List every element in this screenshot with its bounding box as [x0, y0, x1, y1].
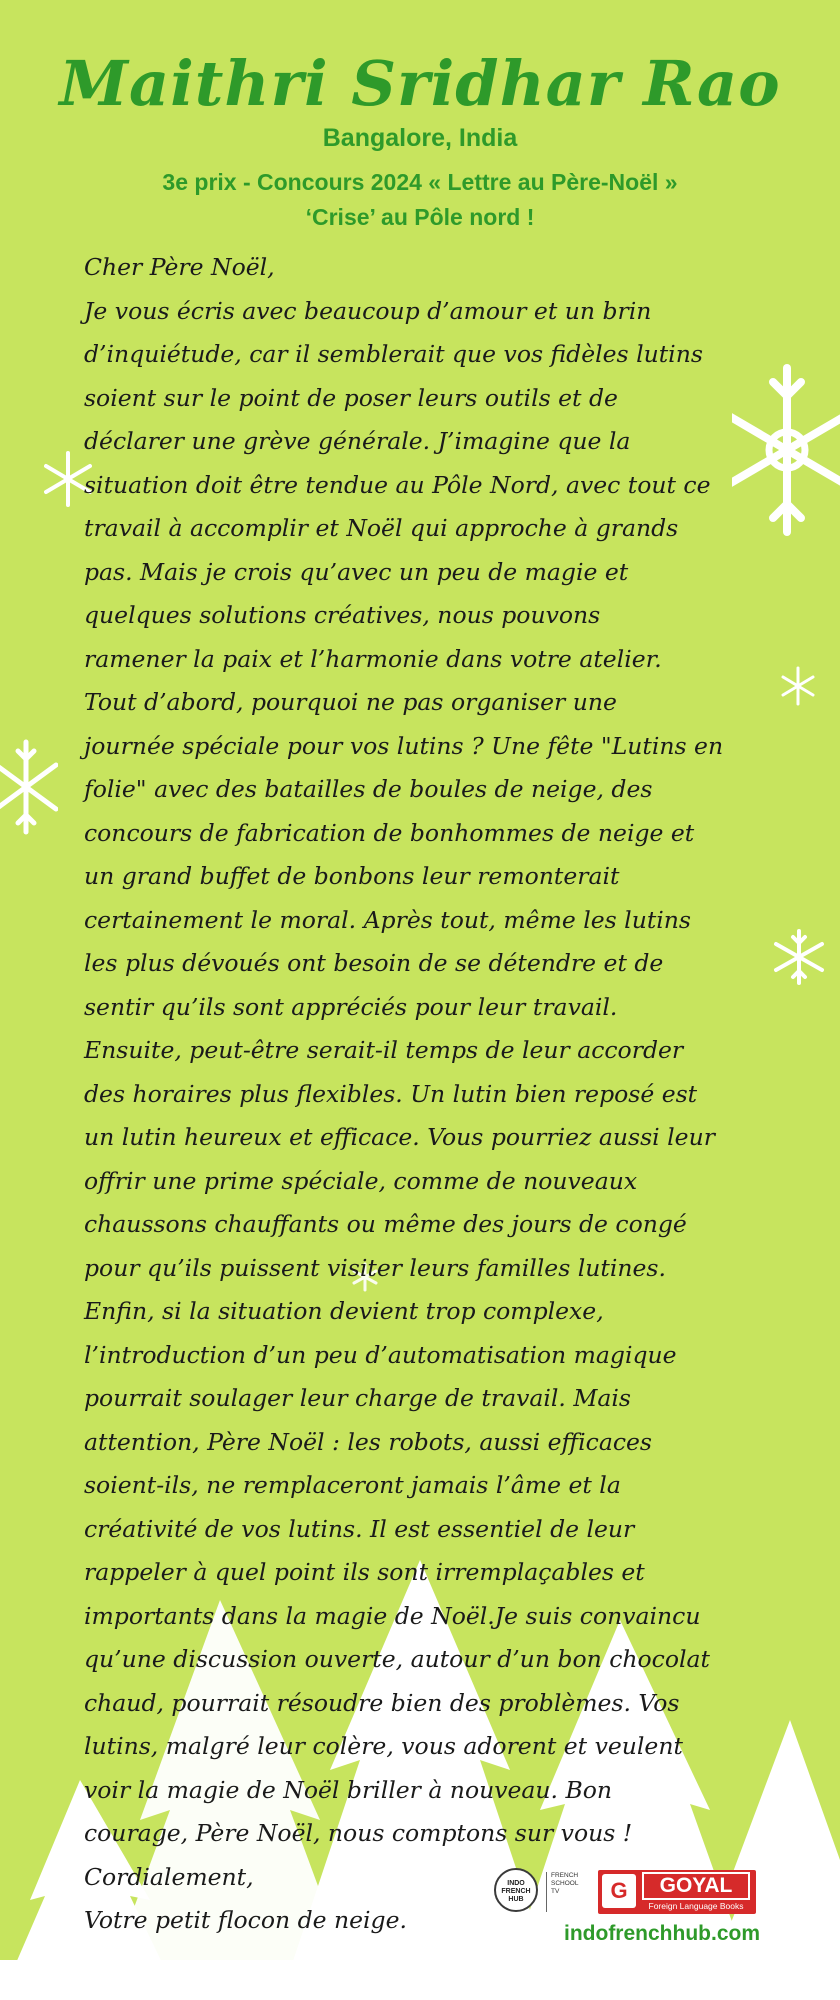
letter-line: pour qu’ils puissent visiter leurs familles lutines. [84, 1253, 666, 1282]
goyal-emblem-icon: G [602, 1874, 636, 1908]
letter-subtitle: ‘Crise’ au Pôle nord ! [305, 204, 535, 230]
letter-line: offrir une prime spéciale, comme de nouveaux [84, 1166, 638, 1195]
letter-line: Ensuite, peut-être serait-il temps de leur accorder [84, 1036, 684, 1064]
letter-line: sentir qu’ils sont appréciés pour leur travail. [84, 992, 618, 1021]
goyal-name: GOYAL [642, 1872, 750, 1900]
letter-line: des horaires plus flexibles. Un lutin bien reposé est [84, 1079, 698, 1108]
sponsor-logos [490, 1866, 760, 1916]
letter-line: créativité de vos lutins. Il est essentiel de leur [84, 1514, 635, 1543]
author-name: Maithri Sridhar Rao [59, 47, 781, 120]
letter-line: journée spéciale pour vos lutins ? Une fête "Lutins en [84, 731, 724, 760]
snowflake-icon [772, 928, 826, 986]
letter-line: déclarer une grève générale. J’imagine que la [84, 427, 631, 455]
letter-line: d’inquiétude, car il semblerait que vos fidèles lutins [84, 340, 703, 368]
letter-line: ramener la paix et l’harmonie dans votre atelier. [84, 644, 662, 673]
letter-line: attention, Père Noël : les robots, aussi efficaces [84, 1427, 652, 1456]
letter-line: chaussons chauffants ou même des jours de congé [84, 1210, 687, 1238]
letter-line: importants dans la magie de Noël.Je suis convaincu [84, 1601, 701, 1630]
goyal-logo [598, 1870, 756, 1914]
letter-line: chaud, pourrait résoudre bien des problèmes. Vos [84, 1688, 680, 1717]
letter-line: un lutin heureux et efficace. Vous pourriez aussi leur [84, 1123, 715, 1151]
letter-signature: Votre petit flocon de neige. [84, 1906, 407, 1934]
letter-line: l’introduction d’un peu d’automatisation magique [84, 1340, 677, 1369]
french-school-tv-logo: FRENCH SCHOOL TV [546, 1872, 586, 1912]
snowflake-icon [0, 738, 58, 836]
letter-line: lutins, malgré leur colère, vous adorent et veulent [84, 1732, 683, 1760]
letter-line: Enfin, si la situation devient trop complexe, [84, 1297, 604, 1325]
letter-line: courage, Père Noël, nous comptons sur vous ! [84, 1819, 633, 1847]
letter-line: situation doit être tendue au Pôle Nord, avec tout ce [84, 470, 711, 499]
letter-line: Cher Père Noël, [84, 253, 275, 281]
website-link[interactable]: indofrenchhub.com [564, 1922, 760, 1945]
letter-line: soient sur le point de poser leurs outils et de [84, 383, 618, 412]
letter-line: concours de fabrication de bonhommes de neige et [84, 818, 695, 847]
letter-line: travail à accomplir et Noël qui approche à grands [84, 514, 679, 542]
letter-closing: Cordialement, [84, 1862, 254, 1891]
letter-line: soient-ils, ne remplaceront jamais l’âme et la [84, 1471, 621, 1499]
letter-line: les plus dévoués ont besoin de se détendre et de [84, 949, 664, 977]
prize-line: 3e prix - Concours 2024 « Lettre au Père-Noël » [162, 169, 678, 195]
indofrenchhub-logo: INDO FRENCH HUB [494, 1868, 538, 1912]
letter-line: Tout d’abord, pourquoi ne pas organiser une [84, 688, 617, 716]
letter-line: un grand buffet de bonbons leur remonterait [84, 862, 620, 890]
letter-line: Je vous écris avec beaucoup d’amour et un brin [84, 296, 652, 325]
letter-line: voir la magie de Noël briller à nouveau. Bon [84, 1775, 613, 1804]
letter-line: pourrait soulager leur charge de travail. Mais [84, 1384, 631, 1412]
letter-line: quelques solutions créatives, nous pouvons [84, 601, 601, 629]
letter-line: certainement le moral. Après tout, même les lutins [84, 905, 691, 934]
letter-line: pas. Mais je crois qu’avec un peu de magie et [84, 557, 629, 586]
letter-line: folie" avec des batailles de boules de neige, des [84, 775, 653, 803]
goyal-tagline: Foreign Language Books [648, 1901, 744, 1911]
letter-line: rappeler à quel point ils sont irremplaçables et [84, 1558, 645, 1586]
letter-line: qu’une discussion ouverte, autour d’un bon chocolat [84, 1645, 710, 1673]
letter-body [84, 246, 774, 1943]
author-location: Bangalore, India [322, 124, 518, 152]
snowflake-icon [780, 666, 816, 706]
